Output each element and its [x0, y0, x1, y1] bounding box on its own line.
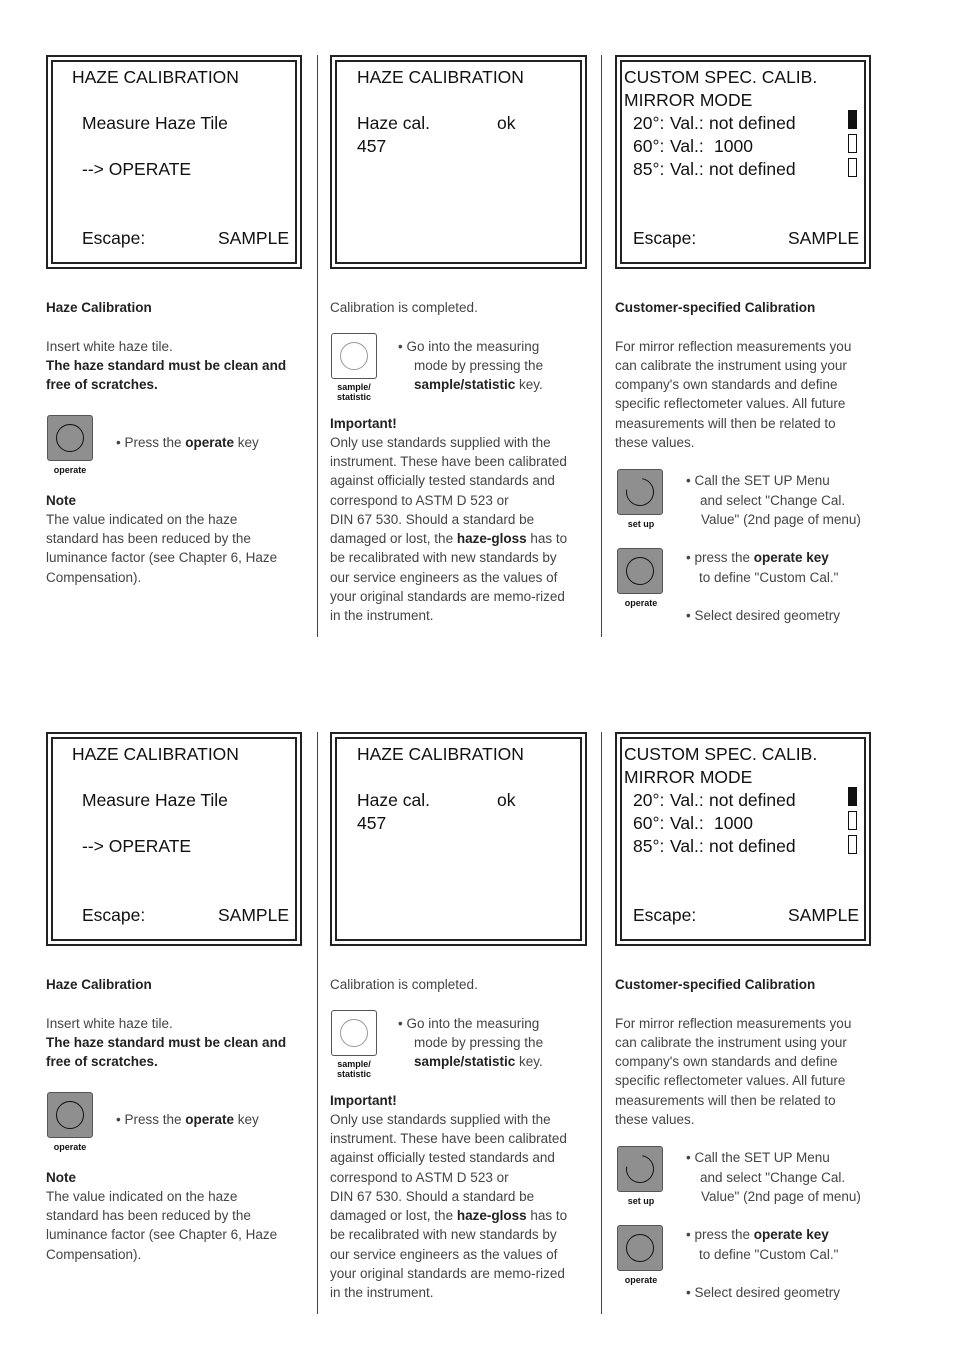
lcd-result-value: 457	[357, 813, 387, 833]
important-heading: Important!	[330, 1093, 397, 1108]
instruction-bullet: • Go into the measuring	[398, 339, 540, 354]
key-label: sample/ statistic	[336, 1059, 371, 1079]
lcd-row-label: Val.:	[670, 790, 704, 810]
lcd-line: Measure Haze Tile	[82, 113, 228, 133]
lcd-haze-ok	[330, 732, 587, 946]
operate-key-icon	[47, 1092, 93, 1138]
status-text: Calibration is completed.	[330, 300, 478, 315]
selection-bar	[848, 134, 857, 153]
warning-text: free of scratches.	[46, 1054, 158, 1069]
instruction-bullet: to define "Custom Cal."	[699, 570, 839, 585]
key-label: operate	[53, 465, 87, 475]
instruction-bullet: • Press the operate key	[116, 1112, 259, 1127]
paragraph-text: can calibrate the instrument using your	[615, 358, 847, 373]
note-heading: Note	[46, 1170, 76, 1185]
instruction-bullet: • Press the operate key	[116, 435, 259, 450]
instruction-bullet: Value" (2nd page of menu)	[701, 1189, 861, 1204]
lcd-haze-ok	[330, 55, 587, 269]
lcd-row-value: not defined	[709, 113, 796, 133]
instruction-bullet: and select "Change Cal.	[700, 1170, 846, 1185]
important-text: correspond to ASTM D 523 or	[330, 1170, 509, 1185]
instruction-bullet: • Go into the measuring	[398, 1016, 540, 1031]
instruction-bullet: mode by pressing the	[414, 1035, 544, 1050]
lcd-title: HAZE CALIBRATION	[357, 67, 524, 87]
instruction-text: Insert white haze tile.	[46, 1016, 173, 1031]
lcd-row-label: Val.:	[670, 813, 704, 833]
note-text: standard has been reduced by the	[46, 1208, 251, 1223]
instruction-bullet: Value" (2nd page of menu)	[701, 512, 861, 527]
instruction-bullet: • press the operate key	[686, 550, 829, 565]
lcd-row-value: not defined	[709, 790, 796, 810]
lcd-row-angle: 85°:	[633, 836, 665, 856]
lcd-result-label: Haze cal.	[357, 113, 430, 133]
lcd-row-label: Val.:	[670, 836, 704, 856]
lcd-row-angle: 20°:	[633, 113, 665, 133]
note-text: Compensation).	[46, 570, 142, 585]
operate-key-icon	[47, 415, 93, 461]
lcd-escape-value: SAMPLE	[788, 905, 859, 925]
paragraph-text: company's own standards and define	[615, 1054, 838, 1069]
lcd-line: Measure Haze Tile	[82, 790, 228, 810]
column-divider	[601, 55, 602, 637]
key-label: set up	[627, 1196, 655, 1206]
important-text: in the instrument.	[330, 608, 434, 623]
section-heading: Haze Calibration	[46, 300, 152, 315]
setup-key-icon	[617, 1146, 663, 1192]
lcd-title: CUSTOM SPEC. CALIB.	[624, 67, 818, 87]
lcd-row-value: 1000	[714, 813, 753, 833]
lcd-row-angle: 85°:	[633, 159, 665, 179]
instruction-bullet: mode by pressing the	[414, 358, 544, 373]
lcd-row-angle: 60°:	[633, 813, 665, 833]
paragraph-text: measurements will then be related to	[615, 416, 836, 431]
important-text: damaged or lost, the haze-gloss has to	[330, 1208, 568, 1223]
instruction-bullet: sample/statistic key.	[414, 1054, 543, 1069]
manual-section	[0, 732, 954, 1332]
warning-text: free of scratches.	[46, 377, 158, 392]
lcd-result-status: ok	[497, 790, 516, 810]
column-divider	[317, 55, 318, 637]
selection-bar	[848, 811, 857, 830]
important-text: against officially tested standards and	[330, 473, 555, 488]
lcd-result-label: Haze cal.	[357, 790, 430, 810]
important-text: DIN 67 530. Should a standard be	[330, 512, 535, 527]
instruction-bullet: to define "Custom Cal."	[699, 1247, 839, 1262]
note-text: The value indicated on the haze	[46, 512, 238, 527]
selection-bar	[848, 110, 857, 129]
paragraph-text: specific reflectometer values. All future	[615, 396, 846, 411]
key-label: sample/ statistic	[336, 382, 371, 402]
lcd-result-value: 457	[357, 136, 387, 156]
lcd-escape-value: SAMPLE	[218, 905, 289, 925]
paragraph-text: these values.	[615, 435, 695, 450]
selection-bar	[848, 835, 857, 854]
important-text: damaged or lost, the haze-gloss has to	[330, 531, 568, 546]
lcd-row-label: Val.:	[670, 159, 704, 179]
lcd-mode: MIRROR MODE	[624, 90, 753, 110]
important-text: our service engineers as the values of	[330, 570, 558, 585]
instruction-bullet: • press the operate key	[686, 1227, 829, 1242]
lcd-title: HAZE CALIBRATION	[357, 744, 524, 764]
lcd-custom-spec	[615, 55, 871, 269]
column-divider	[601, 732, 602, 1314]
setup-key-icon	[617, 469, 663, 515]
status-text: Calibration is completed.	[330, 977, 478, 992]
instruction-bullet: • Select desired geometry	[686, 608, 841, 623]
lcd-custom-spec	[615, 732, 871, 946]
key-label: operate	[624, 598, 658, 608]
lcd-line: --> OPERATE	[82, 836, 192, 856]
lcd-escape-label: Escape:	[82, 905, 146, 925]
paragraph-text: For mirror reflection measurements you	[615, 1016, 852, 1031]
lcd-title: HAZE CALIBRATION	[72, 67, 239, 87]
lcd-escape-label: Escape:	[633, 228, 697, 248]
important-text: our service engineers as the values of	[330, 1247, 558, 1262]
key-label: set up	[627, 519, 655, 529]
important-text: DIN 67 530. Should a standard be	[330, 1189, 535, 1204]
paragraph-text: company's own standards and define	[615, 377, 838, 392]
paragraph-text: For mirror reflection measurements you	[615, 339, 852, 354]
lcd-row-value: not defined	[709, 159, 796, 179]
section-heading: Haze Calibration	[46, 977, 152, 992]
lcd-row-label: Val.:	[670, 136, 704, 156]
lcd-result-status: ok	[497, 113, 516, 133]
selection-bar	[848, 158, 857, 177]
note-text: luminance factor (see Chapter 6, Haze	[46, 550, 278, 565]
instruction-bullet: • Select desired geometry	[686, 1285, 841, 1300]
important-text: be recalibrated with new standards by	[330, 1227, 557, 1242]
instruction-bullet: • Call the SET UP Menu	[686, 473, 830, 488]
operate-key-icon	[617, 548, 663, 594]
lcd-row-label: Val.:	[670, 113, 704, 133]
note-heading: Note	[46, 493, 76, 508]
important-text: against officially tested standards and	[330, 1150, 555, 1165]
paragraph-text: measurements will then be related to	[615, 1093, 836, 1108]
paragraph-text: specific reflectometer values. All future	[615, 1073, 846, 1088]
important-text: Only use standards supplied with the	[330, 435, 551, 450]
section-heading: Customer-specified Calibration	[615, 300, 816, 315]
important-text: in the instrument.	[330, 1285, 434, 1300]
instruction-text: Insert white haze tile.	[46, 339, 173, 354]
important-text: Only use standards supplied with the	[330, 1112, 551, 1127]
operate-key-icon	[617, 1225, 663, 1271]
lcd-escape-label: Escape:	[82, 228, 146, 248]
lcd-row-angle: 60°:	[633, 136, 665, 156]
paragraph-text: these values.	[615, 1112, 695, 1127]
important-text: be recalibrated with new standards by	[330, 550, 557, 565]
lcd-escape-value: SAMPLE	[788, 228, 859, 248]
instruction-bullet: sample/statistic key.	[414, 377, 543, 392]
note-text: standard has been reduced by the	[46, 531, 251, 546]
selection-bar	[848, 787, 857, 806]
instruction-bullet: • Call the SET UP Menu	[686, 1150, 830, 1165]
column-divider	[317, 732, 318, 1314]
sample-statistic-key-icon	[331, 1010, 377, 1056]
warning-text: The haze standard must be clean and	[46, 358, 287, 373]
lcd-escape-value: SAMPLE	[218, 228, 289, 248]
warning-text: The haze standard must be clean and	[46, 1035, 287, 1050]
lcd-row-value: not defined	[709, 836, 796, 856]
key-label: operate	[53, 1142, 87, 1152]
important-text: instrument. These have been calibrated	[330, 454, 567, 469]
lcd-mode: MIRROR MODE	[624, 767, 753, 787]
lcd-escape-label: Escape:	[633, 905, 697, 925]
lcd-haze-measure	[46, 732, 302, 946]
note-text: Compensation).	[46, 1247, 142, 1262]
manual-section	[0, 55, 954, 655]
important-heading: Important!	[330, 416, 397, 431]
important-text: correspond to ASTM D 523 or	[330, 493, 509, 508]
important-text: your original standards are memo-rized	[330, 589, 565, 604]
important-text: your original standards are memo-rized	[330, 1266, 565, 1281]
note-text: luminance factor (see Chapter 6, Haze	[46, 1227, 278, 1242]
lcd-title: CUSTOM SPEC. CALIB.	[624, 744, 818, 764]
lcd-haze-measure	[46, 55, 302, 269]
sample-statistic-key-icon	[331, 333, 377, 379]
lcd-line: --> OPERATE	[82, 159, 192, 179]
key-label: operate	[624, 1275, 658, 1285]
lcd-title: HAZE CALIBRATION	[72, 744, 239, 764]
note-text: The value indicated on the haze	[46, 1189, 238, 1204]
paragraph-text: can calibrate the instrument using your	[615, 1035, 847, 1050]
lcd-row-value: 1000	[714, 136, 753, 156]
lcd-row-angle: 20°:	[633, 790, 665, 810]
section-heading: Customer-specified Calibration	[615, 977, 816, 992]
instruction-bullet: and select "Change Cal.	[700, 493, 846, 508]
important-text: instrument. These have been calibrated	[330, 1131, 567, 1146]
